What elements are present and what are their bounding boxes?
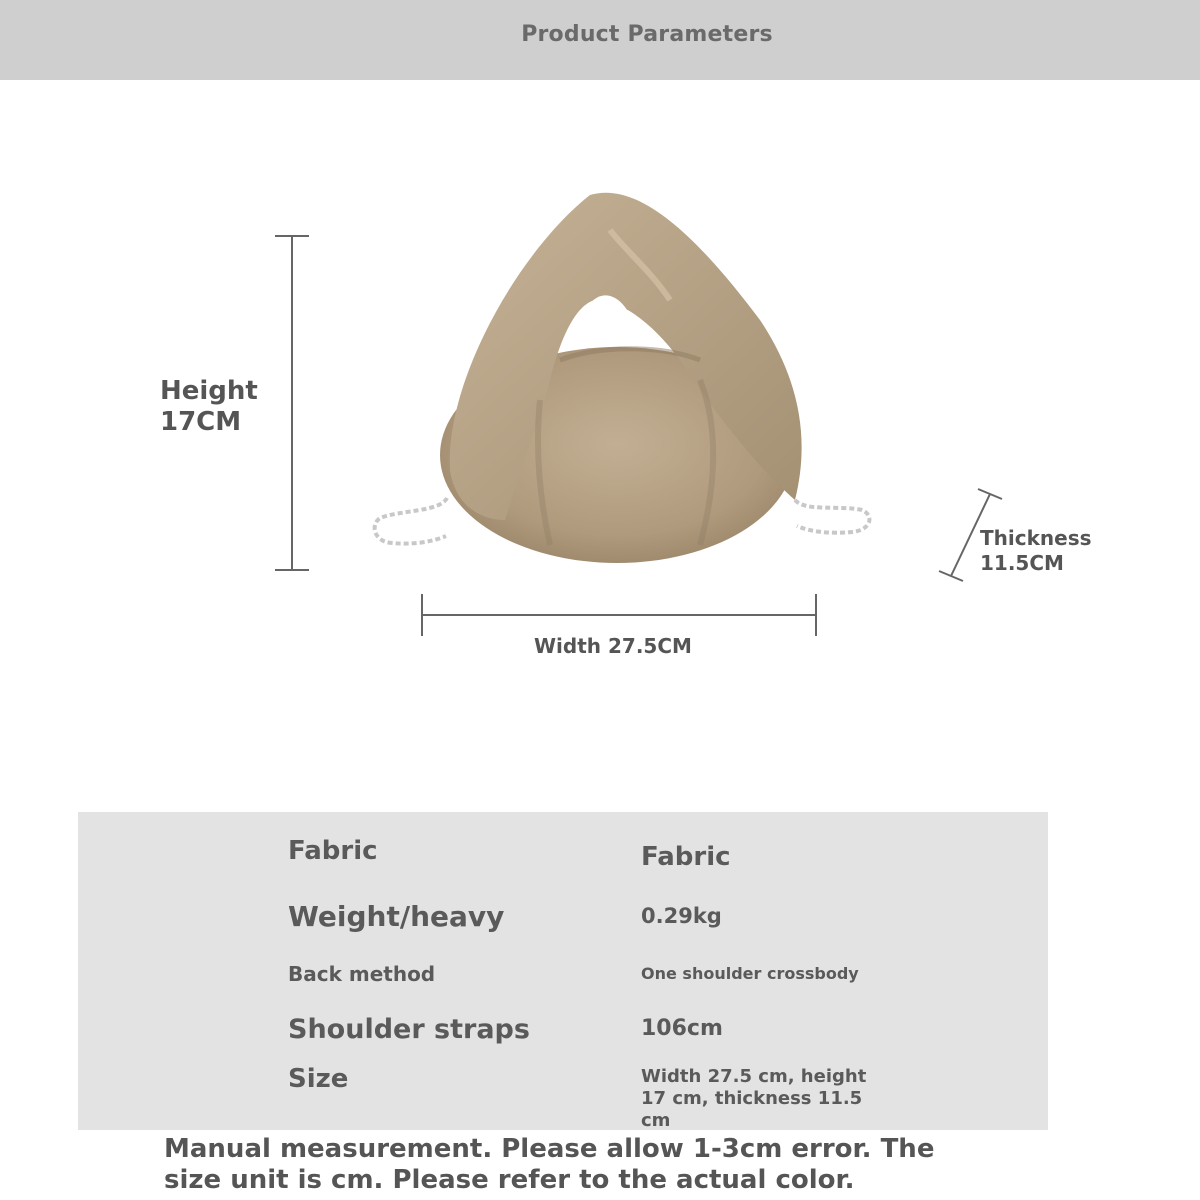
spec-key-weight: Weight/heavy — [288, 900, 505, 933]
spec-key-shoulder-straps: Shoulder straps — [288, 1014, 530, 1045]
spec-key-fabric: Fabric — [288, 836, 378, 866]
height-label-title: Height — [160, 376, 258, 406]
width-label: Width 27.5CM — [534, 634, 692, 658]
spec-key-back-method: Back method — [288, 962, 436, 986]
handbag-image — [375, 193, 870, 563]
height-label-value: 17CM — [160, 407, 242, 437]
width-dimension-line — [422, 594, 816, 636]
thickness-label-title: Thickness — [980, 526, 1092, 550]
spec-value-size: Width 27.5 cm, height 17 cm, thickness 11.5 cm — [641, 1066, 867, 1131]
page-title: Product Parameters — [521, 22, 773, 47]
specs-table — [78, 812, 1048, 1130]
spec-key-size: Size — [288, 1064, 349, 1094]
spec-value-weight: 0.29kg — [641, 904, 722, 928]
height-label — [160, 376, 258, 438]
spec-value-back-method: One shoulder crossbody — [641, 964, 859, 983]
thickness-label — [980, 526, 1092, 576]
measurement-note: Manual measurement. Please allow 1-3cm error. The size unit is cm. Please refer to the actual color. — [164, 1134, 935, 1195]
spec-value-shoulder-straps: 106cm — [641, 1016, 723, 1041]
height-dimension-line — [275, 236, 309, 570]
thickness-label-value: 11.5CM — [980, 551, 1064, 575]
spec-value-fabric: Fabric — [641, 842, 731, 872]
